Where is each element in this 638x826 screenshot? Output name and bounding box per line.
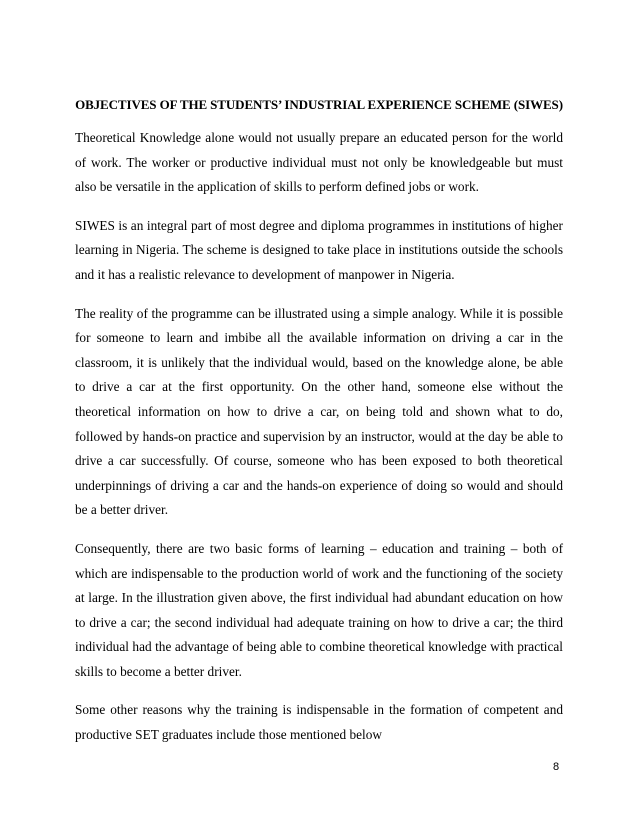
section-heading: OBJECTIVES OF THE STUDENTS’ INDUSTRIAL EXPERIENCE SCHEME (SIWES)	[75, 97, 563, 112]
page-number: 8	[553, 761, 560, 773]
paragraph-education-training: Consequently, there are two basic forms of learning – education and training – both of which are indispensable to the production world of work and the functioning of the society at large. In the illustration given above, the first individual had abundant education on how to drive a car; the second individual had adequate training on how to drive a car; the third individual had the advantage of being able to combine theoretical knowledge with practical skills to become a better driver.	[75, 540, 563, 679]
document-page	[75, 96, 563, 762]
paragraph-driving-analogy: The reality of the programme can be illustrated using a simple analogy. While it is possible for someone to learn and imbibe all the available information on driving a car in the classroom, it is unlikely that the individual would, based on the knowledge alone, be able to drive a car at the first opportunity. On the other hand, someone else without the theoretical information on how to drive a car, on being told and shown what to do, followed by hands-on practice and supervision by an instructor, would at the day be able to drive a car successfully. Of course, someone who has been exposed to both theoretical underpinnings of driving a car and the hands-on experience of doing so would and should be a better driver.	[75, 305, 563, 518]
paragraph-theoretical-knowledge: Theoretical Knowledge alone would not usually prepare an educated person for the world of work. The worker or productive individual must not only be knowledgeable but must also be versatile in the application of skills to perform defined jobs or work.	[75, 130, 563, 195]
paragraph-siwes-integral: SIWES is an integral part of most degree and diploma programmes in institutions of higher learning in Nigeria. The scheme is designed to take place in institutions outside the schools and it has a realistic relevance to development of manpower in Nigeria.	[75, 217, 563, 282]
paragraph-other-reasons: Some other reasons why the training is indispensable in the formation of competent and productive SET graduates include those mentioned below	[75, 702, 563, 743]
